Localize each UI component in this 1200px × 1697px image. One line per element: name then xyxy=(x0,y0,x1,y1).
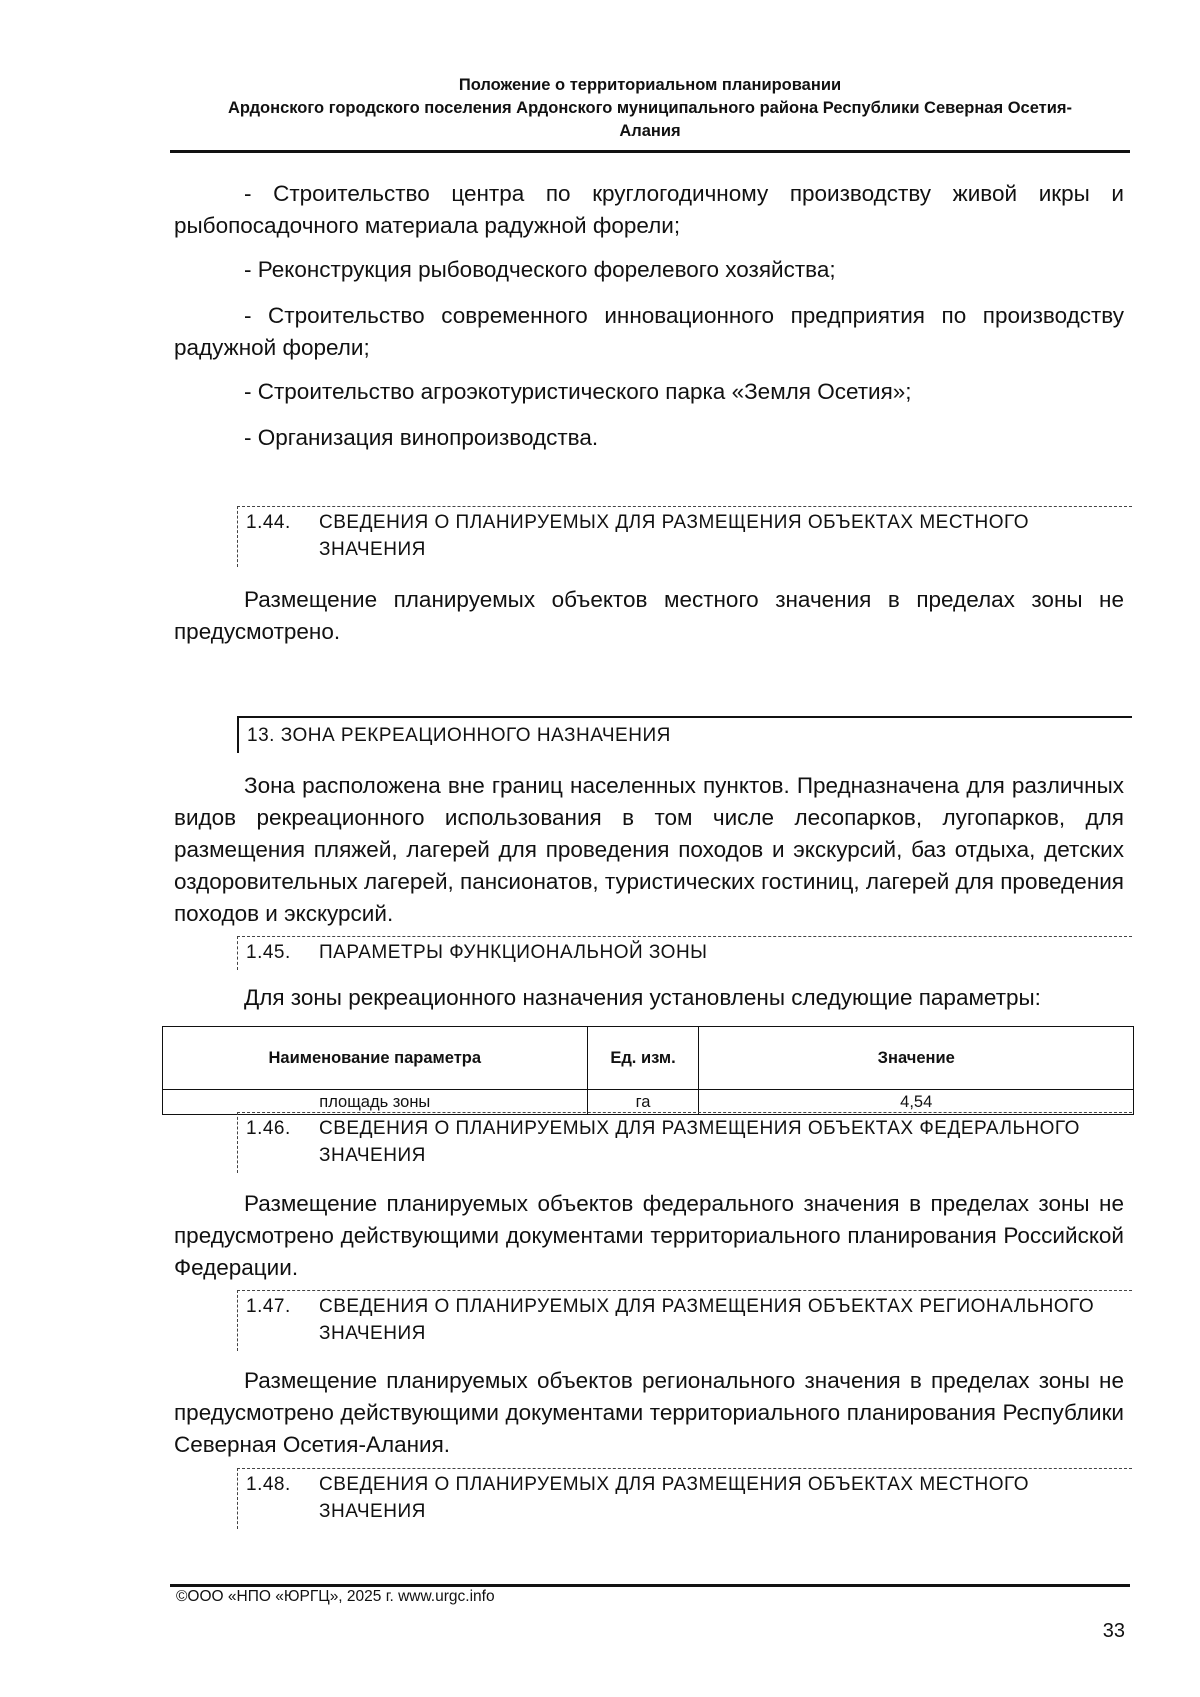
section-heading-1-48 xyxy=(237,1468,1132,1529)
section-title: СВЕДЕНИЯ О ПЛАНИРУЕМЫХ ДЛЯ РАЗМЕЩЕНИЯ ОБЪЕКТАХ РЕГИОНАЛЬНОГО ЗНАЧЕНИЯ xyxy=(319,1296,1095,1344)
section-heading-1-47 xyxy=(237,1290,1132,1351)
section-heading-1-46 xyxy=(237,1112,1132,1173)
header-divider xyxy=(170,150,1130,153)
section-title: ПАРАМЕТРЫ ФУНКЦИОНАЛЬНОЙ ЗОНЫ xyxy=(319,942,708,963)
section-number: 1.46. xyxy=(246,1118,291,1139)
section-heading-1-45 xyxy=(237,936,1132,970)
table-header-cell: Наименование параметра xyxy=(163,1027,588,1090)
table-header-cell: Значение xyxy=(699,1027,1134,1090)
list-item: - Строительство агроэкотуристического парка «Земля Осетия»; xyxy=(244,379,912,404)
header-line-1: Положение о территориальном планировании xyxy=(458,76,842,94)
zone-heading-13 xyxy=(237,716,1132,753)
zone-description: Зона расположена вне границ населенных пунктов. Предназначена для различных видов рекреационного использования в том числе лесопарков, лугопарков, для размещения пляжей, лагерей для проведения походов и экскурсий, баз отдыха, детских оздоровительных лагерей, пансионатов, туристических гостиниц, лагерей для проведения походов и экскурсий. xyxy=(174,773,1124,926)
section-text: Для зоны рекреационного назначения установлены следующие параметры: xyxy=(244,985,1041,1010)
header-line-3: Алания xyxy=(619,122,681,140)
section-text: Размещение планируемых объектов местного значения в пределах зоны не предусмотрено. xyxy=(174,587,1124,644)
page-header xyxy=(170,74,1130,143)
section-title: СВЕДЕНИЯ О ПЛАНИРУЕМЫХ ДЛЯ РАЗМЕЩЕНИЯ ОБЪЕКТАХ ФЕДЕРАЛЬНОГО ЗНАЧЕНИЯ xyxy=(319,1118,1080,1166)
section-number: 1.44. xyxy=(246,512,291,533)
table-header-cell: Ед. изм. xyxy=(587,1027,699,1090)
list-item: - Строительство современного инновационного предприятия по производству радужной форели; xyxy=(174,303,1124,360)
table-header-row xyxy=(163,1027,1134,1090)
section-title: СВЕДЕНИЯ О ПЛАНИРУЕМЫХ ДЛЯ РАЗМЕЩЕНИЯ ОБЪЕКТАХ МЕСТНОГО ЗНАЧЕНИЯ xyxy=(319,1474,1030,1522)
section-number: 1.47. xyxy=(246,1296,291,1317)
section-number: 1.48. xyxy=(246,1474,291,1495)
section-heading-1-44 xyxy=(237,506,1132,567)
zone-title: 13. ЗОНА РЕКРЕАЦИОННОГО НАЗНАЧЕНИЯ xyxy=(247,725,671,746)
table-cell: 4,54 xyxy=(699,1090,1134,1115)
table-cell: площадь зоны xyxy=(163,1090,588,1115)
parameters-table xyxy=(162,1026,1134,1115)
section-text: Размещение планируемых объектов регионального значения в пределах зоны не предусмотрено действующими документами территориального планирования Республики Северная Осетия-Алания. xyxy=(174,1368,1124,1457)
section-text: Размещение планируемых объектов федерального значения в пределах зоны не предусмотрено действующими документами территориального планирования Российской Федерации. xyxy=(174,1191,1124,1280)
header-line-2: Ардонского городского поселения Ардонского муниципального района Республики Северная Осетия- xyxy=(227,99,1073,117)
table-cell: га xyxy=(587,1090,699,1115)
footer-copyright: ©ООО «НПО «ЮРГЦ», 2025 г. www.urgc.info xyxy=(176,1588,495,1605)
footer-divider xyxy=(170,1584,1130,1587)
list-item: - Строительство центра по круглогодичному производству живой икры и рыбопосадочного материала радужной форели; xyxy=(174,181,1124,238)
section-title: СВЕДЕНИЯ О ПЛАНИРУЕМЫХ ДЛЯ РАЗМЕЩЕНИЯ ОБЪЕКТАХ МЕСТНОГО ЗНАЧЕНИЯ xyxy=(319,512,1030,560)
list-item: - Реконструкция рыбоводческого форелевого хозяйства; xyxy=(244,257,836,282)
page-number: 33 xyxy=(1102,1620,1125,1642)
list-item: - Организация винопроизводства. xyxy=(244,425,599,450)
section-number: 1.45. xyxy=(246,942,291,963)
table-row xyxy=(163,1090,1134,1115)
